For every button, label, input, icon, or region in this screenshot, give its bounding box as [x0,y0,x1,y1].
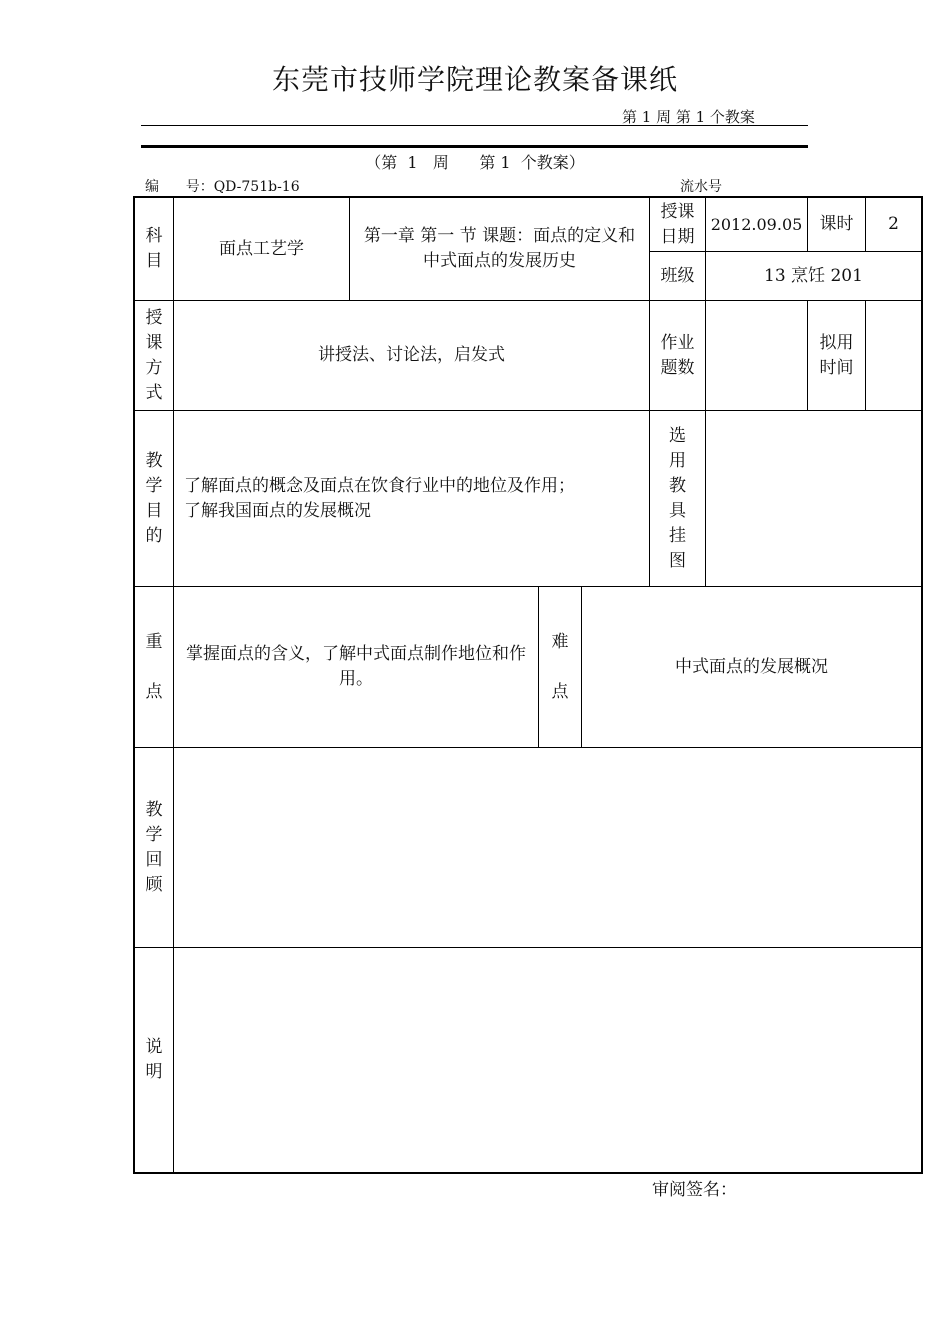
topic-value: 第一章 第一 节 课题：面点的定义和中式面点的发展历史 [363,226,636,271]
plan-time-label: 拟用 时间 [819,332,854,378]
subject-label: 科 目 [145,226,163,271]
page-title: 东莞市技师学院理论教案备课纸 [271,63,678,96]
plan-time-value [866,301,921,410]
date-value: 2012.09.05 [710,215,803,234]
class-value: 13 烹饪 201 [764,265,863,286]
header-rule-thin [141,125,808,126]
aids-value [706,411,921,586]
hours-value: 2 [888,214,899,234]
goal-value: 了解面点的概念及面点在饮食行业中的地位及作用； 了解我国面点的发展概况 [184,475,575,521]
review-signature-label: 审阅签名： [652,1180,737,1200]
class-label: 班级 [660,265,695,286]
homework-value [706,301,807,410]
subject-value: 面点工艺学 [219,238,304,259]
note-value [174,948,921,1172]
serial-number-label: 流水号 [680,179,722,195]
note-label: 说 明 [145,1037,163,1082]
week-line: 第 1 周 第 1 个教案 [622,108,755,126]
method-label: 授 课 方 式 [145,307,163,403]
goal-label: 教 学 目 的 [145,450,163,546]
key-point-value: 掌握面点的含义，了解中式面点制作地位和作用。 [186,644,526,689]
homework-label: 作业 题数 [660,332,695,378]
lesson-plan-table [133,196,923,1174]
review-value [174,748,921,947]
date-label: 授课日期 [660,201,695,247]
key-point-label: 重 点 [145,631,163,702]
difficult-point-value: 中式面点的发展概况 [675,656,828,677]
header-rule-thick [141,145,808,148]
review-label: 教 学 回 顾 [145,799,163,895]
method-value: 讲授法、讨论法，启发式 [318,345,505,365]
document-code: 编 号：QD-751b-16 [145,179,300,195]
hours-label: 课时 [819,214,854,234]
lesson-subtitle: （第 1 周 第 1 个教案） [365,153,585,172]
difficult-point-label: 难 点 [551,631,569,702]
aids-label: 选 用 教 具 挂 图 [669,425,686,571]
